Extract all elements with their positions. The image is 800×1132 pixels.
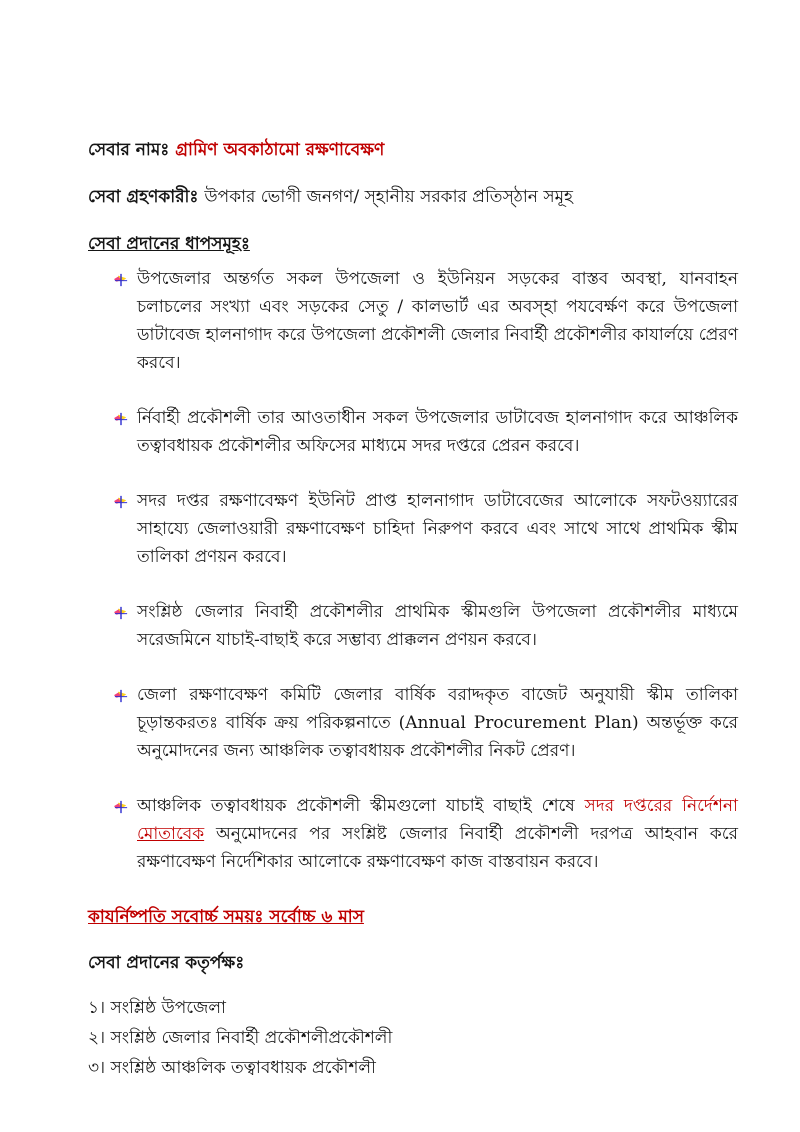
- step-text: র্নিবার্হী প্রকৌশলী তার আওতাধীন সকল উপজেলার ডাটাবেজ হালনাগাদ করে আঞ্চলিক তত্বাবধায়ক প্রকৌশলীর অফিসের মাধ্যমে সদর দপ্তরে প্রেরন করবে।: [137, 408, 738, 456]
- service-name-label: সেবার নামঃ: [88, 140, 176, 160]
- arrow-bullet-icon: [114, 605, 128, 621]
- authority-item: ১। সংশ্লিষ্ঠ উপজেলা: [88, 998, 226, 1018]
- authority-item: ৩। সংশ্লিষ্ঠ আঞ্চলিক তত্বাবধায়ক প্রকৌশলী: [88, 1058, 376, 1078]
- step-text: সংশ্লিষ্ঠ জেলার নিবার্হী প্রকৌশলীর প্রাথমিক স্কীমগুলি উপজেলা প্রকৌশলীর মাধ্যমে সরেজমিনে যাচাই-বাছাই করে সম্ভাব্য প্রাক্কলন প্রণয়ন করবে।: [137, 602, 738, 650]
- step-item: [114, 681, 738, 765]
- service-name-value: গ্রামিণ অবকাঠামো রক্ষণাবেক্ষণ: [175, 140, 385, 160]
- step-item: [114, 598, 738, 654]
- recipient-label: সেবা গ্রহণকারীঃ: [88, 187, 205, 207]
- steps-list: [88, 265, 738, 876]
- step-item: [114, 404, 738, 460]
- step-text: উপজেলার অন্তর্গত সকল উপজেলা ও ইউনিয়ন সড়কের বাস্তব অবস্থা, যানবাহন চলাচলের সংখ্যা এবং সড়কের সেতু / কালভার্ট এর অবস্হা পযবের্ক্ষণ করে উপজেলা ডাটাবেজ হালনাগাদ করে উপজেলা প্রকৌশলী জেলার নিবার্হী প্রকৌশলীর কাযার্লয়ে প্রেরণ করবে।: [137, 269, 738, 373]
- step-item: [114, 792, 738, 876]
- processing-time-heading: কাযর্নিষ্পতি সবোর্চ্চ সময়ঃ সর্বোচ্চ ৬ মাস: [88, 907, 364, 927]
- step-item: [114, 487, 738, 571]
- service-recipient-line: [88, 184, 738, 211]
- arrow-bullet-icon: [114, 411, 128, 427]
- arrow-bullet-icon: [114, 494, 128, 510]
- step-text: জেলা রক্ষণাবেক্ষণ কমিটি জেলার বার্ষিক বরাদ্দকৃত বাজেট অনুযায়ী স্কীম তালিকা চূড়ান্তকরতঃ বার্ষিক ক্রয় পরিকল্পনাতে (Annual Procurement Plan) অন্তর্ভূক্ত করে অনুমোদনের জন্য আঞ্চলিক তত্বাবধায়ক প্রকৌশলীর নিকট প্রেরণ।: [137, 685, 738, 761]
- recipient-value: উপকার ভোগী জনগণ/ স্হানীয় সরকার প্রতিস্ঠান সমূহ: [204, 187, 573, 207]
- step-text-red-segment: সদর দপ্তরের নির্দেশনা: [584, 796, 738, 816]
- authority-heading: সেবা প্রদানের কতৃর্পক্ষঃ: [88, 953, 245, 973]
- step-text-segment: অনুমোদনের পর সংশ্লিষ্ট জেলার নিবার্হী প্রকৌশলী দরপত্র আহবান করে রক্ষণাবেক্ষণ নির্দেশিকার আলোকে রক্ষণাবেক্ষণ কাজ বাস্তবায়ন করবে।: [137, 824, 738, 872]
- arrow-bullet-icon: [114, 272, 128, 288]
- step-text: [137, 792, 738, 876]
- steps-heading: সেবা প্রদানের ধাপসমূহঃ: [88, 234, 250, 254]
- arrow-bullet-icon: [114, 799, 128, 815]
- authority-list: [88, 993, 738, 1083]
- step-text-segment: আঞ্চলিক তত্বাবধায়ক প্রকৌশলী স্কীমগুলো যাচাই বাছাই শেষে: [137, 796, 585, 816]
- step-text-red-underlined-segment: মোতাবেক: [137, 824, 205, 844]
- service-name-line: [88, 137, 738, 164]
- step-text: সদর দপ্তর রক্ষণাবেক্ষণ ইউনিট প্রাপ্ত হালনাগাদ ডাটাবেজের আলোকে সফটওয়্যারের সাহায্যে জেলাওয়ারী রক্ষণাবেক্ষণ চাহিদা নিরুপণ করবে এবং সাথে সাথে প্রাথমিক স্কীম তালিকা প্রণয়ন করবে।: [137, 491, 738, 567]
- arrow-bullet-icon: [114, 688, 128, 704]
- authority-item: ২। সংশ্লিষ্ঠ জেলার নিবার্হী প্রকৌশলীপ্রকৌশলী: [88, 1028, 393, 1048]
- step-item: [114, 265, 738, 377]
